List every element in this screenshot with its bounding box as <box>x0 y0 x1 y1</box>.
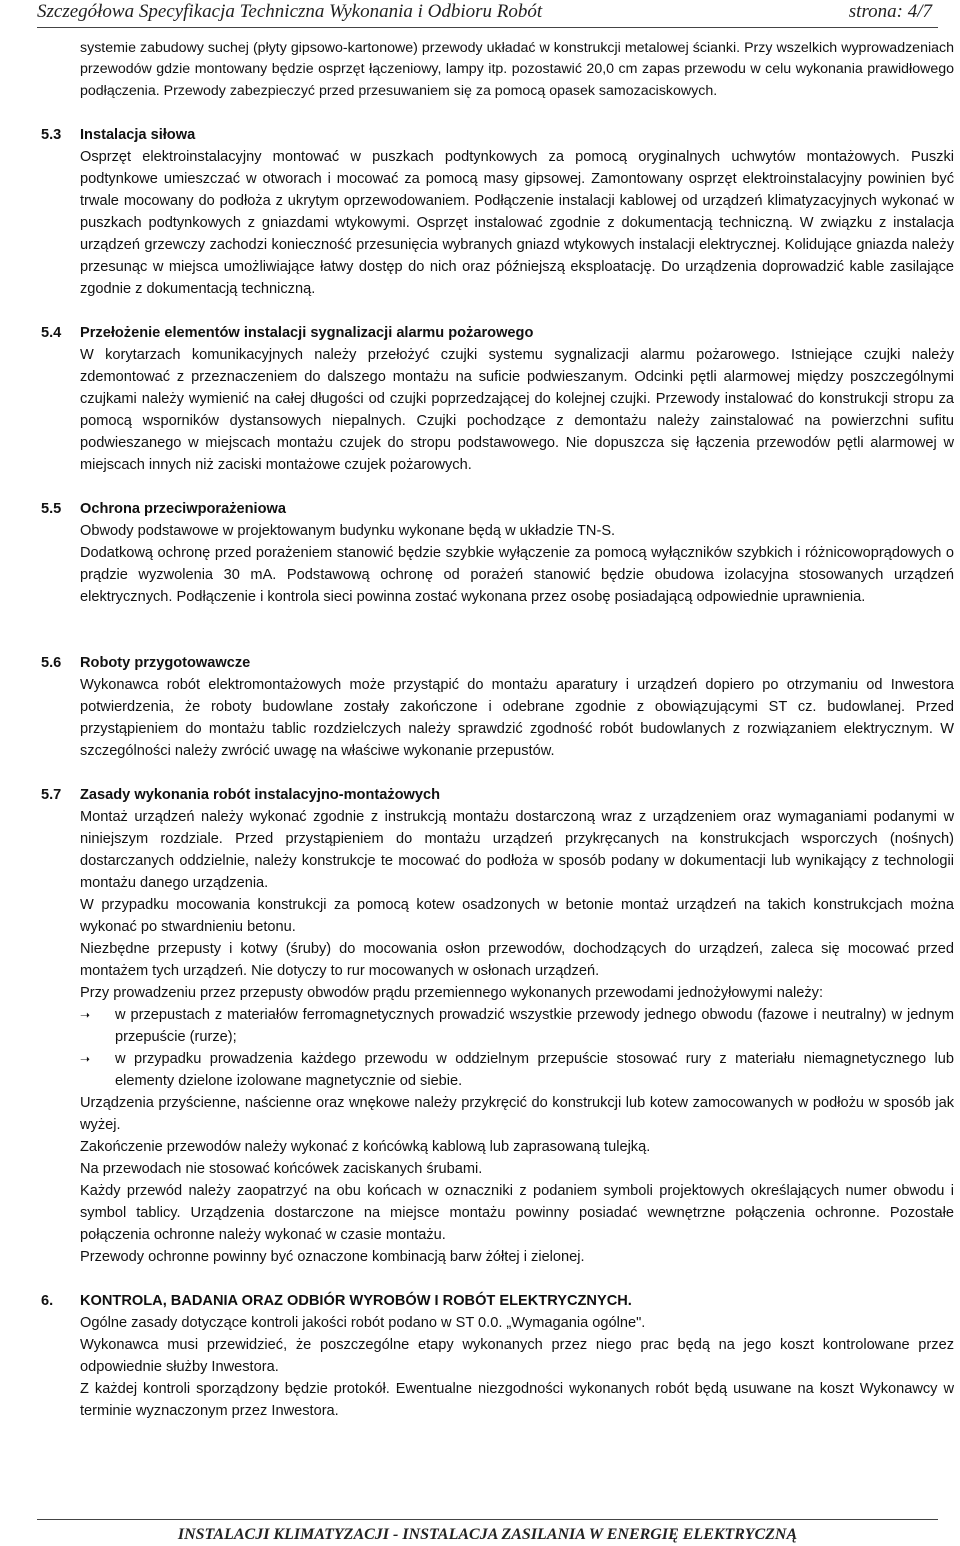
section-title: Przełożenie elementów instalacji sygnalizacji alarmu pożarowego <box>80 324 534 341</box>
section-paragraph: Każdy przewód należy zaopatrzyć na obu końcach w oznaczniki z podaniem symboli projektowych określających numer obwodu i symbol tablicy. Urządzenia dostarczone na miejsce montażu powinny posiadać wewnętrzne połączenia ochronne. Pozostałe połączenia ochronne należy wykonać w czasie montażu. <box>80 1182 954 1243</box>
section-title: Zasady wykonania robót instalacyjno-montażowych <box>80 786 441 803</box>
section-paragraph: W przypadku mocowania konstrukcji za pomocą kotew osadzonych w betonie montaż urządzeń na takich konstrukcjach można wykonać po stwardnieniu betonu. <box>80 896 954 935</box>
list-item-text: w przypadku prowadzenia każdego przewodu w oddzielnym przepuście stosować rury z materiału niemagnetycznego lub elementy dzielone izolowane magnetycznie od siebie. <box>115 1050 954 1089</box>
document-body <box>0 38 960 1422</box>
section-paragraph: Wykonawca musi przewidzieć, że poszczególne etapy wykonanych przez niego prac będą na jego koszt kontrolowane przez odpowiednie służby Inwestora. <box>80 1336 954 1375</box>
arrow-icon: ➝ <box>80 1007 91 1022</box>
section-title: Ochrona przeciwporażeniowa <box>80 500 286 517</box>
section-paragraph: Wykonawca robót elektromontażowych może przystąpić do montażu aparatury i urządzeń dopiero po otrzymaniu od Inwestora potwierdzenia, że roboty budowlane zostały zakończone i odebrane zgodnie z obowiązującymi ST cz. budowlanej. Przed przystąpieniem do montażu tablic rozdzielczych należy sprawdzić zgodność robót budowlanych z rozwiązaniem elektrycznym. W szczególności należy zwrócić uwagę na właściwe wykonanie przepustów. <box>80 676 954 759</box>
section-title: Instalacja siłowa <box>80 126 196 143</box>
section-paragraph: Ogólne zasady dotyczące kontroli jakości robót podano w ST 0.0. „Wymagania ogólne". <box>80 1314 646 1331</box>
section-title: Roboty przygotowawcze <box>80 654 251 671</box>
section-number: 5.3 <box>41 126 62 143</box>
section-paragraph: Przewody ochronne powinny być oznaczone kombinacją barw żółtej i zielonej. <box>80 1248 585 1265</box>
section-5-4 <box>0 322 960 476</box>
section-paragraph: Na przewodach nie stosować końcówek zaciskanych śrubami. <box>80 1160 483 1177</box>
section-5-3 <box>0 124 960 300</box>
section-paragraph: Niezbędne przepusty i kotwy (śruby) do mocowania osłon przewodów, dochodzących do urządzeń, zaleca się mocować przed montażem tych urządzeń. Nie dotyczy to rur mocowanych w osłonach urządzeń. <box>80 940 954 979</box>
section-number: 5.5 <box>41 500 62 517</box>
section-6 <box>0 1290 960 1422</box>
section-paragraph: Osprzęt elektroinstalacyjny montować w puszkach podtynkowych za pomocą oryginalnych uchwytów montażowych. Puszki podtynkowe umieszczać w otworach i mocować za pomocą masy gipsowej. Zamontowany osprzęt elektroinstalacyjny powinien być trwale mocowany do podłoża z ukrytym oprzewodowaniem. Podłączenie instalacji kablowej od urządzeń klimatyzacyjnych wykonać w puszkach podtynkowych z gniazdami wtykowymi. Osprzęt instalować zgodnie z dokumentacją techniczną. W związku z instalacja urządzeń grzewczy zachodzi konieczność przesunięcia wybranych gniazd wtykowych instalacji elektrycznej. Kolidujące gniazda należy przesunąc w miejsca umożliwiające łatwy dostęp do nich oraz późniejszą eksploatację. Do urządzenia doprowadzić kable zasilające zgodnie z dokumentacją techniczną. <box>80 148 954 297</box>
bullet-list <box>80 1004 954 1092</box>
intro-paragraph: systemie zabudowy suchej (płyty gipsowo-kartonowe) przewody układać w konstrukcji metalowej ścianki. Przy wszelkich wyprowadzeniach przewodów gdzie montowany będzie osprzęt łączeniowy, lampy itp. pozostawić 20,0 cm zapas przewodu w celu wykonania prawidłowego podłączenia. Przewody zabezpieczyć przed przesuwaniem się za pomocą opasek samozaciskowych. <box>80 40 954 99</box>
arrow-icon: ➝ <box>80 1051 91 1066</box>
section-paragraph: Z każdej kontroli sporządzony będzie protokół. Ewentualne niezgodności wykonanych robót będą usuwane na koszt Wykonawcy w terminie wyznaczonym przez Inwestora. <box>80 1380 954 1419</box>
section-number: 6. <box>41 1292 54 1309</box>
page-footer <box>37 1519 938 1544</box>
section-paragraph: Zakończenie przewodów należy wykonać z końcówką kablową lub zaprasowaną tulejką. <box>80 1138 651 1155</box>
section-paragraph: Montaż urządzeń należy wykonać zgodnie z instrukcją montażu dostarczoną wraz z urządzeniem oraz wymaganiami podanymi w niniejszym rozdziale. Przed przystąpieniem do montażu urządzeń przykręcanych na konstrukcjach wsporczych (nośnych) dostarczanych oddzielnie, należy konstrukcje te mocować do podłoża w sposób podany w dokumentacji lub wynikający z technologii montażu danego urządzenia. <box>80 808 954 891</box>
section-paragraph: Przy prowadzeniu przez przepusty obwodów prądu przemiennego wykonanych przewodami jednożyłowymi należy: <box>80 984 824 1001</box>
list-item-text: w przepustach z materiałów ferromagnetycznych prowadzić wszystkie przewody jednego obwodu (fazowe i neutralny) w jednym przepuście (rurze); <box>115 1006 954 1045</box>
section-number: 5.6 <box>41 654 62 671</box>
section-number: 5.7 <box>41 786 62 803</box>
section-paragraph: Obwody podstawowe w projektowanym budynku wykonane będą w układzie TN-S. <box>80 522 616 539</box>
footer-text: INSTALACJI KLIMATYZACJI - INSTALACJA ZASILANIA W ENERGIĘ ELEKTRYCZNĄ <box>177 1526 798 1543</box>
page-header <box>37 0 938 28</box>
section-title: KONTROLA, BADANIA ORAZ ODBIÓR WYROBÓW I ROBÓT ELEKTRYCZNYCH. <box>80 1292 632 1309</box>
section-5-5 <box>0 498 960 608</box>
document-title: Szczegółowa Specyfikacja Techniczna Wykonania i Odbioru Robót <box>37 1 543 22</box>
section-paragraph: W korytarzach komunikacyjnych należy przełożyć czujki systemu sygnalizacji alarmu pożarowego. Istniejące czujki należy zdemontować z przeznaczeniem do dalszego montażu na suficie podwieszanym. Odcinki pętli alarmowej między poszczególnymi czujkami należy wymienić na całej długości od czujki poprzedzającej do kolejnej czujki. Przewody instalować do konstrukcji stropu za pomocą wsporników dystansowych niepalnych. Czujki pochodzące z demontażu należy zainstalować na powierzchni sufitu podwieszanego w miejscach montażu czujek do stropu podstawowego. Nie dopuszcza się łączenia przewodów pętli alarmowej w miejscach innych niż zaciski montażowe czujek pożarowych. <box>80 346 954 473</box>
page-number: strona: 4/7 <box>848 1 932 22</box>
section-paragraph: Urządzenia przyścienne, naścienne oraz wnękowe należy przykręcić do konstrukcji lub kotew zamocowanych w podłożu w sposób jak wyżej. <box>80 1094 954 1133</box>
section-5-6 <box>0 652 960 762</box>
list-item <box>80 1004 954 1048</box>
intro-paragraph-block <box>80 38 954 102</box>
list-item <box>80 1048 954 1092</box>
section-5-7 <box>0 784 960 1268</box>
section-number: 5.4 <box>41 324 62 341</box>
section-paragraph: Dodatkową ochronę przed porażeniem stanowić będzie szybkie wyłączenie za pomocą wyłączników szybkich i różnicowoprądowych o prądzie wyzwolenia 30 mA. Podstawową ochronę od porażeń stanowić będzie obudowa izolacyjna stosowanych urządzeń elektrycznych. Podłączenie i kontrola sieci powinna zostać wykonana przez osobę posiadającą odpowiednie uprawnienia. <box>80 544 954 605</box>
